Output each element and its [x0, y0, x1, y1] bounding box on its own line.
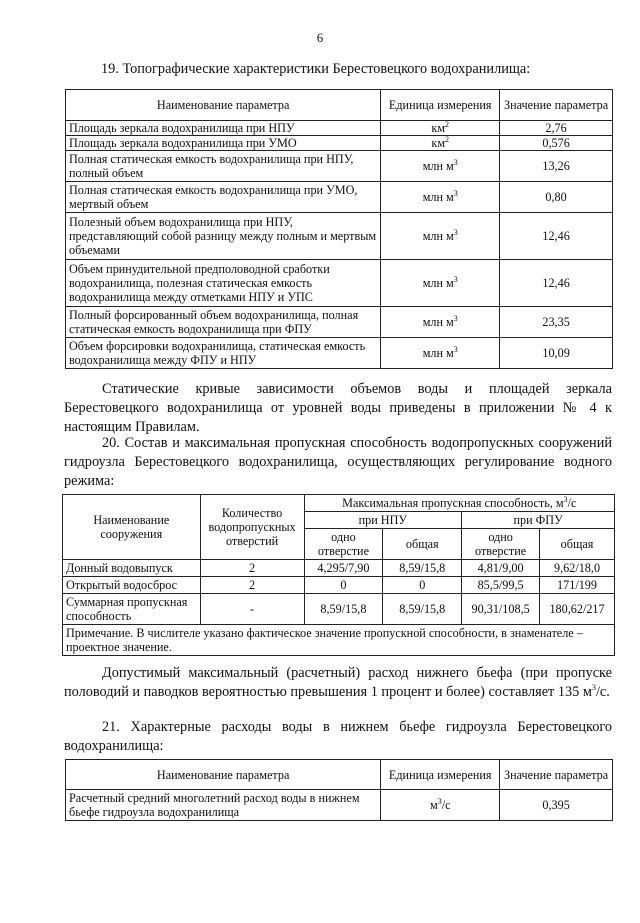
row-fpu-one: 90,31/108,5	[462, 594, 540, 625]
table-row	[66, 338, 613, 369]
row-unit: млн $м^3$	[381, 151, 500, 182]
header-npu-one-opening: одно отверстие	[304, 529, 383, 560]
header-opening-count: Количество водопропускных отверстий	[200, 495, 304, 560]
topographic-characteristics-table	[65, 89, 613, 369]
row-unit: млн $м^3$	[381, 307, 500, 338]
table-row	[66, 151, 613, 182]
header-parameter-name: Наименование параметра	[66, 90, 381, 121]
header-value: Значение параметра	[500, 760, 613, 790]
discharge-capacity-table	[62, 494, 615, 656]
row-value: 13,26	[500, 151, 613, 182]
characteristic-discharges-table	[65, 759, 613, 821]
table-row	[66, 182, 613, 213]
header-unit: Единица измерения	[381, 760, 500, 790]
table-row	[66, 213, 613, 260]
row-npu-one: 0	[304, 577, 383, 594]
section-21-heading: 21. Характерные расходы воды в нижнем бьефе гидроузла Берестовецкого водохранилища:	[64, 719, 612, 754]
table-row	[66, 260, 613, 307]
row-unit: млн $м^3$	[381, 213, 500, 260]
row-unit: $км^2$	[381, 121, 500, 136]
row-fpu-total: 9,62/18,0	[540, 560, 615, 577]
header-max-capacity: Максимальная пропускная способность, $м^3/с$	[304, 495, 614, 512]
row-npu-one: 8,59/15,8	[304, 594, 383, 625]
header-fpu-one-opening: одно отверстие	[462, 529, 540, 560]
row-unit: $м^3/с$	[381, 790, 500, 821]
table-row	[66, 790, 613, 821]
table-note-row	[63, 625, 615, 656]
paragraph-allowable-discharge: Допустимый максимальный (расчетный) расход нижнего бьефа (при пропуске половодий и паводков вероятностью превышения 1 процент и более) составляет 135 $м^3/с$.	[64, 665, 612, 700]
row-structure-name: Суммарная пропускная способность	[63, 594, 201, 625]
header-unit: Единица измерения	[381, 90, 500, 121]
table-row	[63, 560, 615, 577]
page-number: 6	[316, 30, 324, 45]
row-unit: $км^2$	[381, 136, 500, 151]
row-structure-name: Донный водовыпуск	[63, 560, 201, 577]
table-row	[63, 577, 615, 594]
row-parameter-name: Площадь зеркала водохранилища при НПУ	[66, 121, 381, 136]
row-fpu-total: 171/199	[540, 577, 615, 594]
row-value: 10,09	[500, 338, 613, 369]
header-parameter-name: Наименование параметра	[66, 760, 381, 790]
row-npu-total: 8,59/15,8	[383, 560, 462, 577]
header-structure-name: Наименование сооружения	[63, 495, 201, 560]
row-parameter-name: Объем принудительной предполоводной сработки водохранилища, полезная статическая емкость водохранилища между отметками НПУ и УПС	[66, 260, 381, 307]
table-row	[66, 121, 613, 136]
header-fpu-total: общая	[540, 529, 615, 560]
row-value: 0,80	[500, 182, 613, 213]
row-npu-one: 4,295/7,90	[304, 560, 383, 577]
row-parameter-name: Полная статическая емкость водохранилища при УМО, мертвый объем	[66, 182, 381, 213]
row-value: 0,576	[500, 136, 613, 151]
row-parameter-name: Расчетный средний многолетний расход воды в нижнем бьефе гидроузла водохранилища	[66, 790, 381, 821]
row-fpu-one: 4,81/9,00	[462, 560, 540, 577]
table-header-row	[66, 90, 613, 121]
row-parameter-name: Полная статическая емкость водохранилища при НПУ, полный объем	[66, 151, 381, 182]
row-parameter-name: Площадь зеркала водохранилища при УМО	[66, 136, 381, 151]
row-fpu-one: 85,5/99,5	[462, 577, 540, 594]
header-npu-total: общая	[383, 529, 462, 560]
row-unit: млн $м^3$	[381, 338, 500, 369]
paragraph-static-curves: Статические кривые зависимости объемов воды и площадей зеркала Берестовецкого водохранилища от уровней воды приведены в приложении № 4 к настоящим Правилам.	[64, 381, 612, 435]
row-parameter-name: Объем форсировки водохранилища, статическая емкость водохранилища между ФПУ и НПУ	[66, 338, 381, 369]
header-value: Значение параметра	[500, 90, 613, 121]
row-value: 12,46	[500, 260, 613, 307]
table-note: Примечание. В числителе указано фактическое значение пропускной способности, в знаменателе – проектное значение.	[63, 625, 615, 656]
section-19-heading: 19. Топографические характеристики Берестовецкого водохранилища:	[101, 61, 531, 77]
section-20-heading: 20. Состав и максимальная пропускная способность водопропускных сооружений гидроузла Берестовецкого водохранилища, осуществляющих регулирование водного режима:	[64, 435, 612, 489]
table-header-row	[66, 760, 613, 790]
row-parameter-name: Полезный объем водохранилища при НПУ, представляющий собой разницу между полным и мертвым объемами	[66, 213, 381, 260]
header-at-fpu: при ФПУ	[462, 512, 615, 529]
header-at-npu: при НПУ	[304, 512, 462, 529]
table-header-row	[63, 495, 615, 512]
table-row	[63, 594, 615, 625]
row-value: 2,76	[500, 121, 613, 136]
row-npu-total: 8,59/15,8	[383, 594, 462, 625]
row-value: 12,46	[500, 213, 613, 260]
row-unit: млн $м^3$	[381, 182, 500, 213]
row-count: 2	[200, 560, 304, 577]
row-value: 23,35	[500, 307, 613, 338]
row-structure-name: Открытый водосброс	[63, 577, 201, 594]
row-unit: млн $м^3$	[381, 260, 500, 307]
table-row	[66, 136, 613, 151]
row-npu-total: 0	[383, 577, 462, 594]
table-row	[66, 307, 613, 338]
row-fpu-total: 180,62/217	[540, 594, 615, 625]
row-value: 0,395	[500, 790, 613, 821]
row-parameter-name: Полный форсированный объем водохранилища, полная статическая емкость водохранилища при ФПУ	[66, 307, 381, 338]
row-count: 2	[200, 577, 304, 594]
row-count: -	[200, 594, 304, 625]
